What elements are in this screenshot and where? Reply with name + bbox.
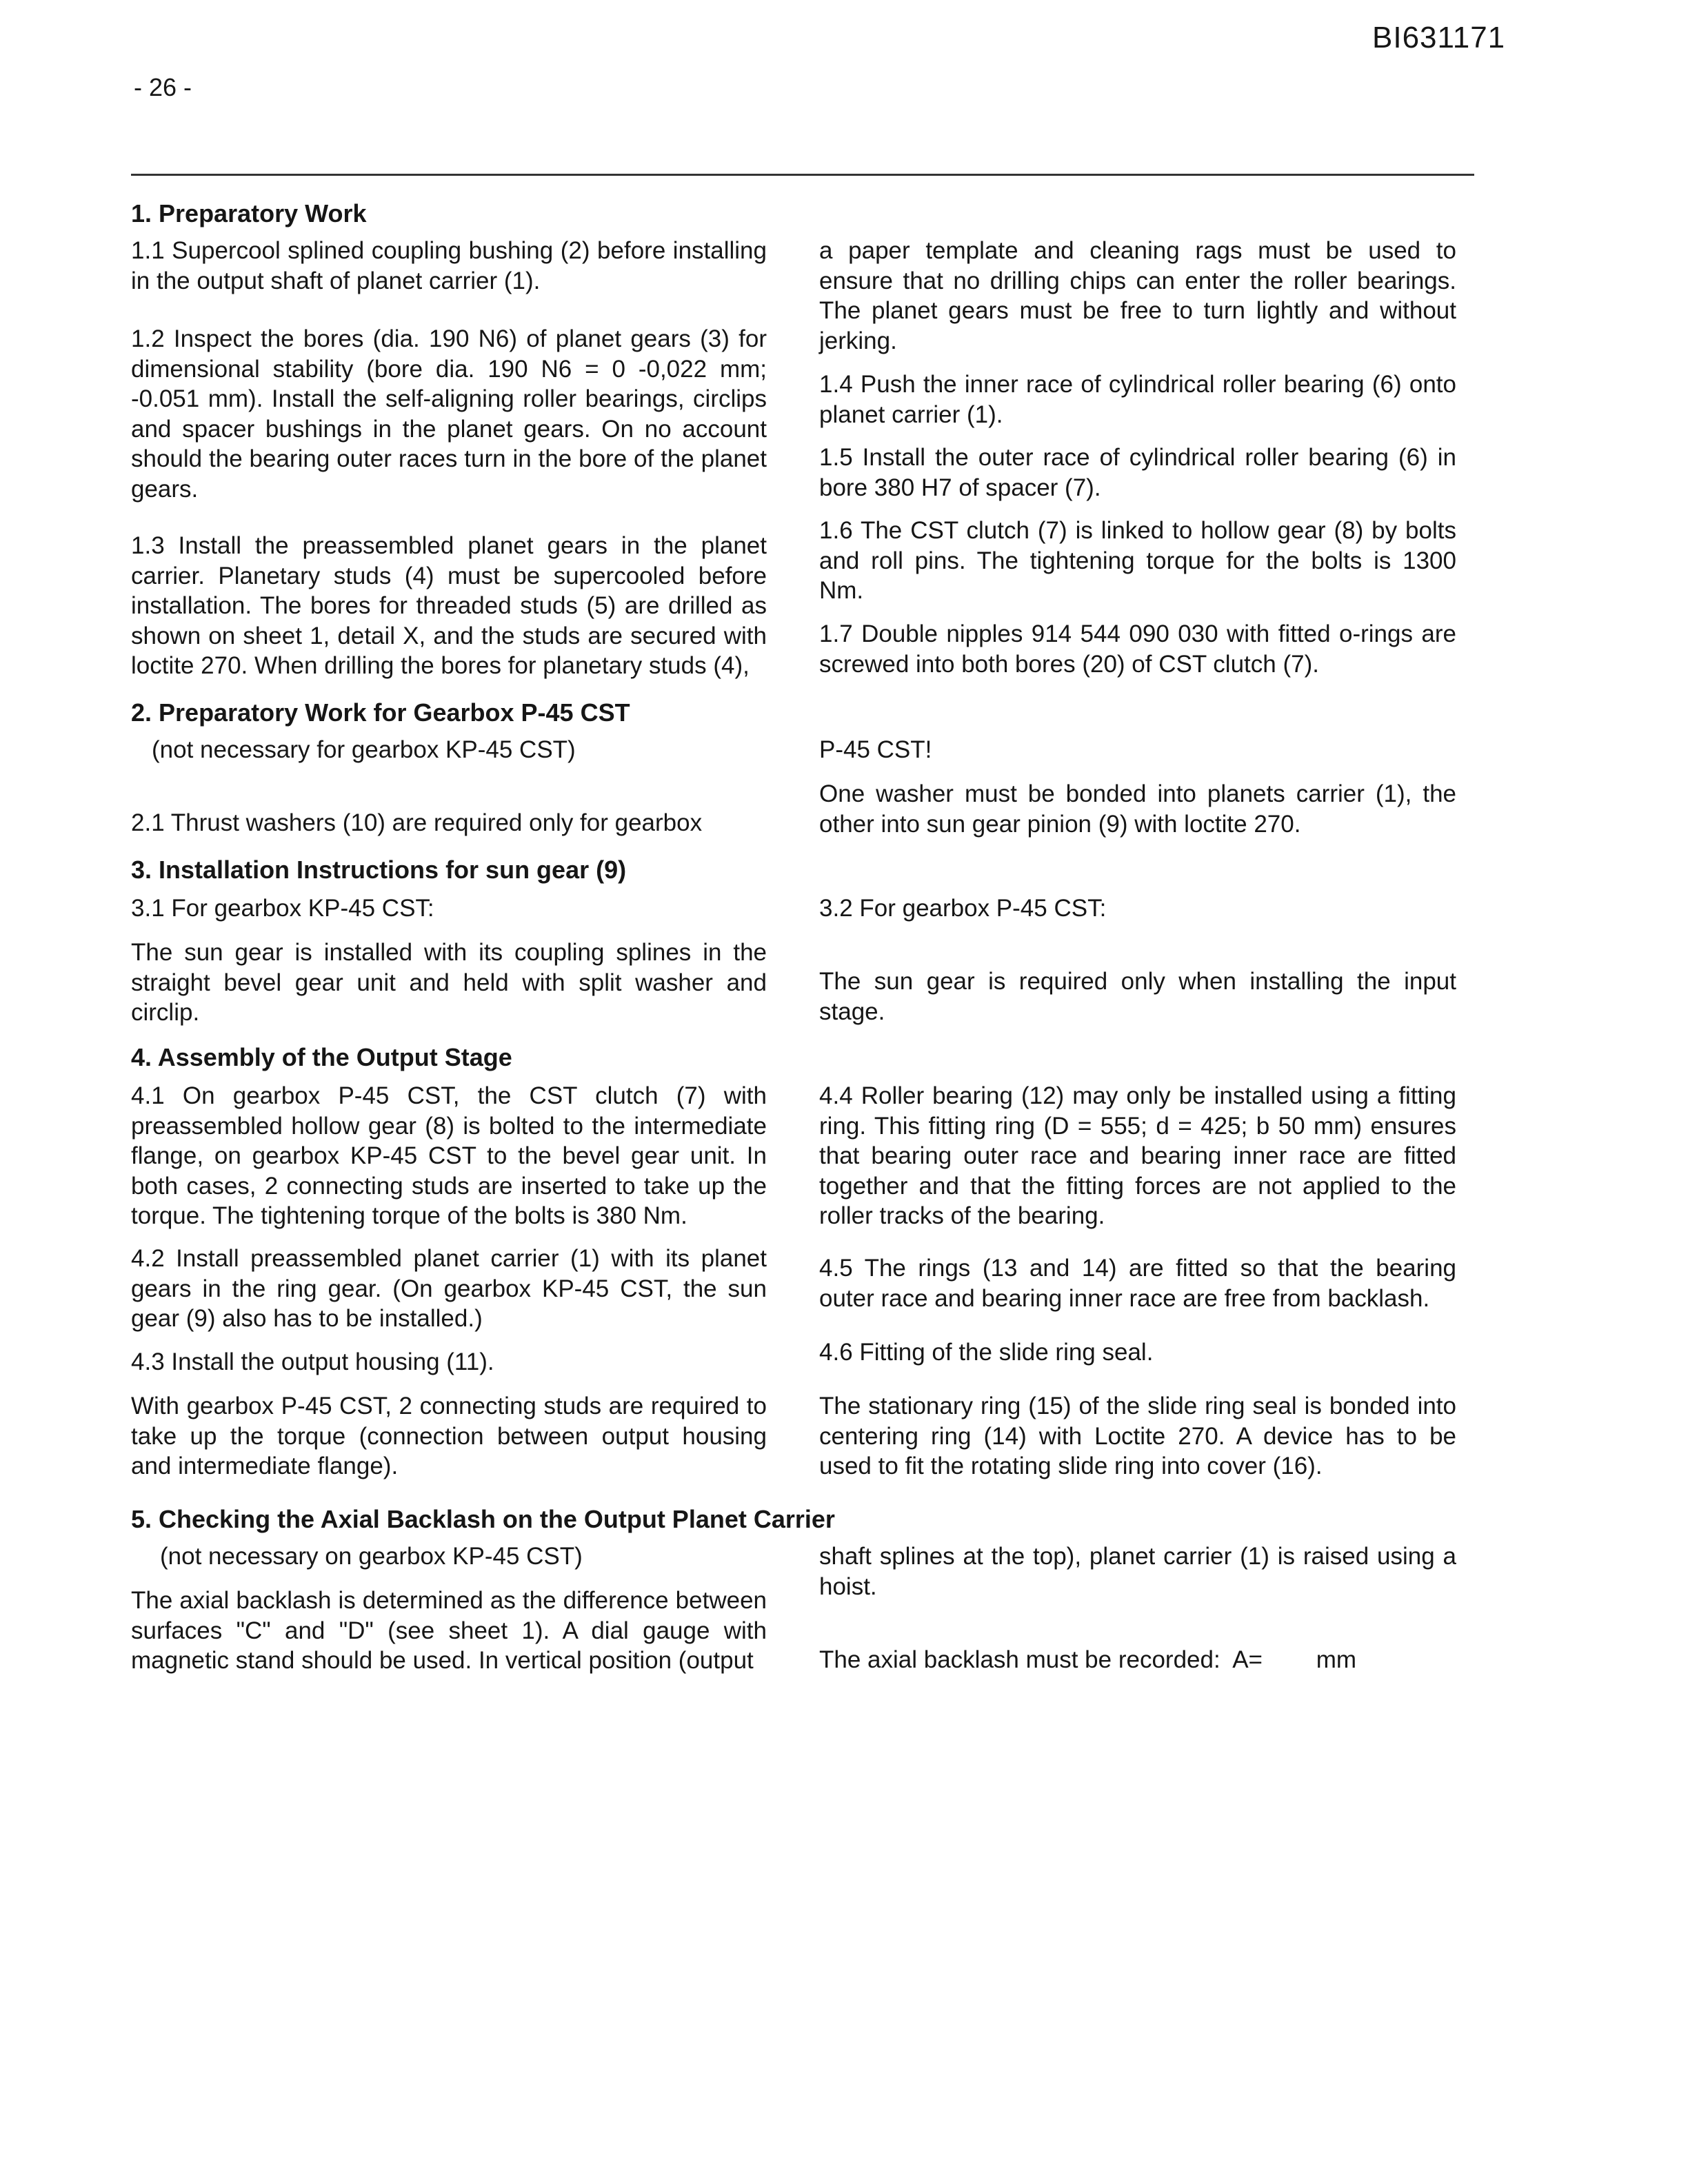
- section-2-heading: 2. Preparatory Work for Gearbox P-45 CST: [131, 698, 630, 727]
- paragraph-5-1-continued: shaft splines at the top), planet carrier (1) is raised using a hoist.: [819, 1543, 1456, 1600]
- paragraph-2-1: 2.1 Thrust washers (10) are required only for gearbox: [131, 809, 703, 836]
- section-4-heading: 4. Assembly of the Output Stage: [131, 1043, 512, 1071]
- section-2-note: (not necessary for gearbox KP-45 CST): [152, 736, 576, 763]
- paragraph-1-2: 1.2 Inspect the bores (dia. 190 N6) of planet gears (3) for dimensional stability (bore dia. 190 N6 = 0 -0,022 mm; -0.051 mm). Install the self-aligning roller bearings, circlips and spacer bushings in the planet gears. On no account should the bearing outer races turn in the bore of the planet gears.: [131, 325, 767, 503]
- paragraph-1-1: 1.1 Supercool splined coupling bushing (2) before installing in the output shaft of planet carrier (1).: [131, 237, 767, 294]
- section-5-heading: 5. Checking the Axial Backlash on the Output Planet Carrier: [131, 1505, 835, 1533]
- paragraph-1-7: 1.7 Double nipples 914 544 090 030 with fitted o-rings are screwed into both bores (20) of CST clutch (7).: [819, 620, 1456, 678]
- paragraph-4-5: 4.5 The rings (13 and 14) are fitted so that the bearing outer race and bearing inner race are free from backlash.: [819, 1255, 1456, 1312]
- paragraph-4-3-b: With gearbox P-45 CST, 2 connecting studs are required to take up the torque (connection between output housing and intermediate flange).: [131, 1393, 767, 1479]
- paragraph-5-1: The axial backlash is determined as the difference between surfaces "C" and "D" (see sheet 1). A dial gauge with magnetic stand should be used. In vertical position (output: [131, 1587, 767, 1674]
- document-id: BI631171: [1372, 21, 1506, 54]
- section-5-note: (not necessary on gearbox KP-45 CST): [160, 1543, 583, 1570]
- paragraph-3-1-b: The sun gear is installed with its coupling splines in the straight bevel gear unit and held with split washer and circlip.: [131, 939, 767, 1026]
- header-rule: [131, 174, 1474, 176]
- paragraph-4-1: 4.1 On gearbox P-45 CST, the CST clutch (7) with preassembled hollow gear (8) is bolted to the intermediate flange, on gearbox KP-45 CST to the bevel gear unit. In both cases, 2 connecting studs are inserted to take up the torque. The tightening torque of the bolts is 380 Nm.: [131, 1082, 767, 1229]
- page-number: - 26 -: [134, 73, 192, 101]
- paragraph-4-4: 4.4 Roller bearing (12) may only be installed using a fitting ring. This fitting ring (D = 555; d = 425; b 50 mm) ensures that bearing outer race and bearing inner race are fitted together and that the fitting forces are not applied to the roller tracks of the bearing.: [819, 1082, 1456, 1229]
- paragraph-2-1-continued: P-45 CST!: [819, 736, 932, 763]
- paragraph-1-3-continued: a paper template and cleaning rags must be used to ensure that no drilling chips can enter the roller bearings. The planet gears must be free to turn lightly and without jerking.: [819, 237, 1456, 354]
- paragraph-2-1-b: One washer must be bonded into planets carrier (1), the other into sun gear pinion (9) with loctite 270.: [819, 780, 1456, 838]
- paragraph-3-1: 3.1 For gearbox KP-45 CST:: [131, 895, 434, 922]
- paragraph-3-2: 3.2 For gearbox P-45 CST:: [819, 895, 1107, 922]
- paragraph-1-6: 1.6 The CST clutch (7) is linked to hollow gear (8) by bolts and roll pins. The tightening torque for the bolts is 1300 Nm.: [819, 517, 1456, 604]
- paragraph-4-6-b: The stationary ring (15) of the slide ring seal is bonded into centering ring (14) with Loctite 270. A device has to be used to fit the rotating slide ring into cover (16).: [819, 1393, 1456, 1479]
- paragraph-4-6: 4.6 Fitting of the slide ring seal.: [819, 1339, 1154, 1366]
- axial-backlash-record: The axial backlash must be recorded: A= mm: [819, 1646, 1357, 1673]
- paragraph-4-3: 4.3 Install the output housing (11).: [131, 1348, 494, 1375]
- section-3-heading: 3. Installation Instructions for sun gear (9): [131, 856, 627, 884]
- paragraph-3-2-b: The sun gear is required only when installing the input stage.: [819, 968, 1456, 1025]
- paragraph-1-4: 1.4 Push the inner race of cylindrical roller bearing (6) onto planet carrier (1).: [819, 371, 1456, 428]
- paragraph-1-3: 1.3 Install the preassembled planet gears in the planet carrier. Planetary studs (4) must be supercooled before installation. The bores for threaded studs (5) are drilled as shown on sheet 1, detail X, and the studs are secured with loctite 270. When drilling the bores for planetary studs (4),: [131, 532, 767, 679]
- section-1-heading: 1. Preparatory Work: [131, 199, 367, 228]
- paragraph-4-2: 4.2 Install preassembled planet carrier (1) with its planet gears in the ring gear. (On gearbox KP-45 CST, the sun gear (9) also has to be installed.): [131, 1245, 767, 1332]
- paragraph-1-5: 1.5 Install the outer race of cylindrical roller bearing (6) in bore 380 H7 of spacer (7).: [819, 444, 1456, 501]
